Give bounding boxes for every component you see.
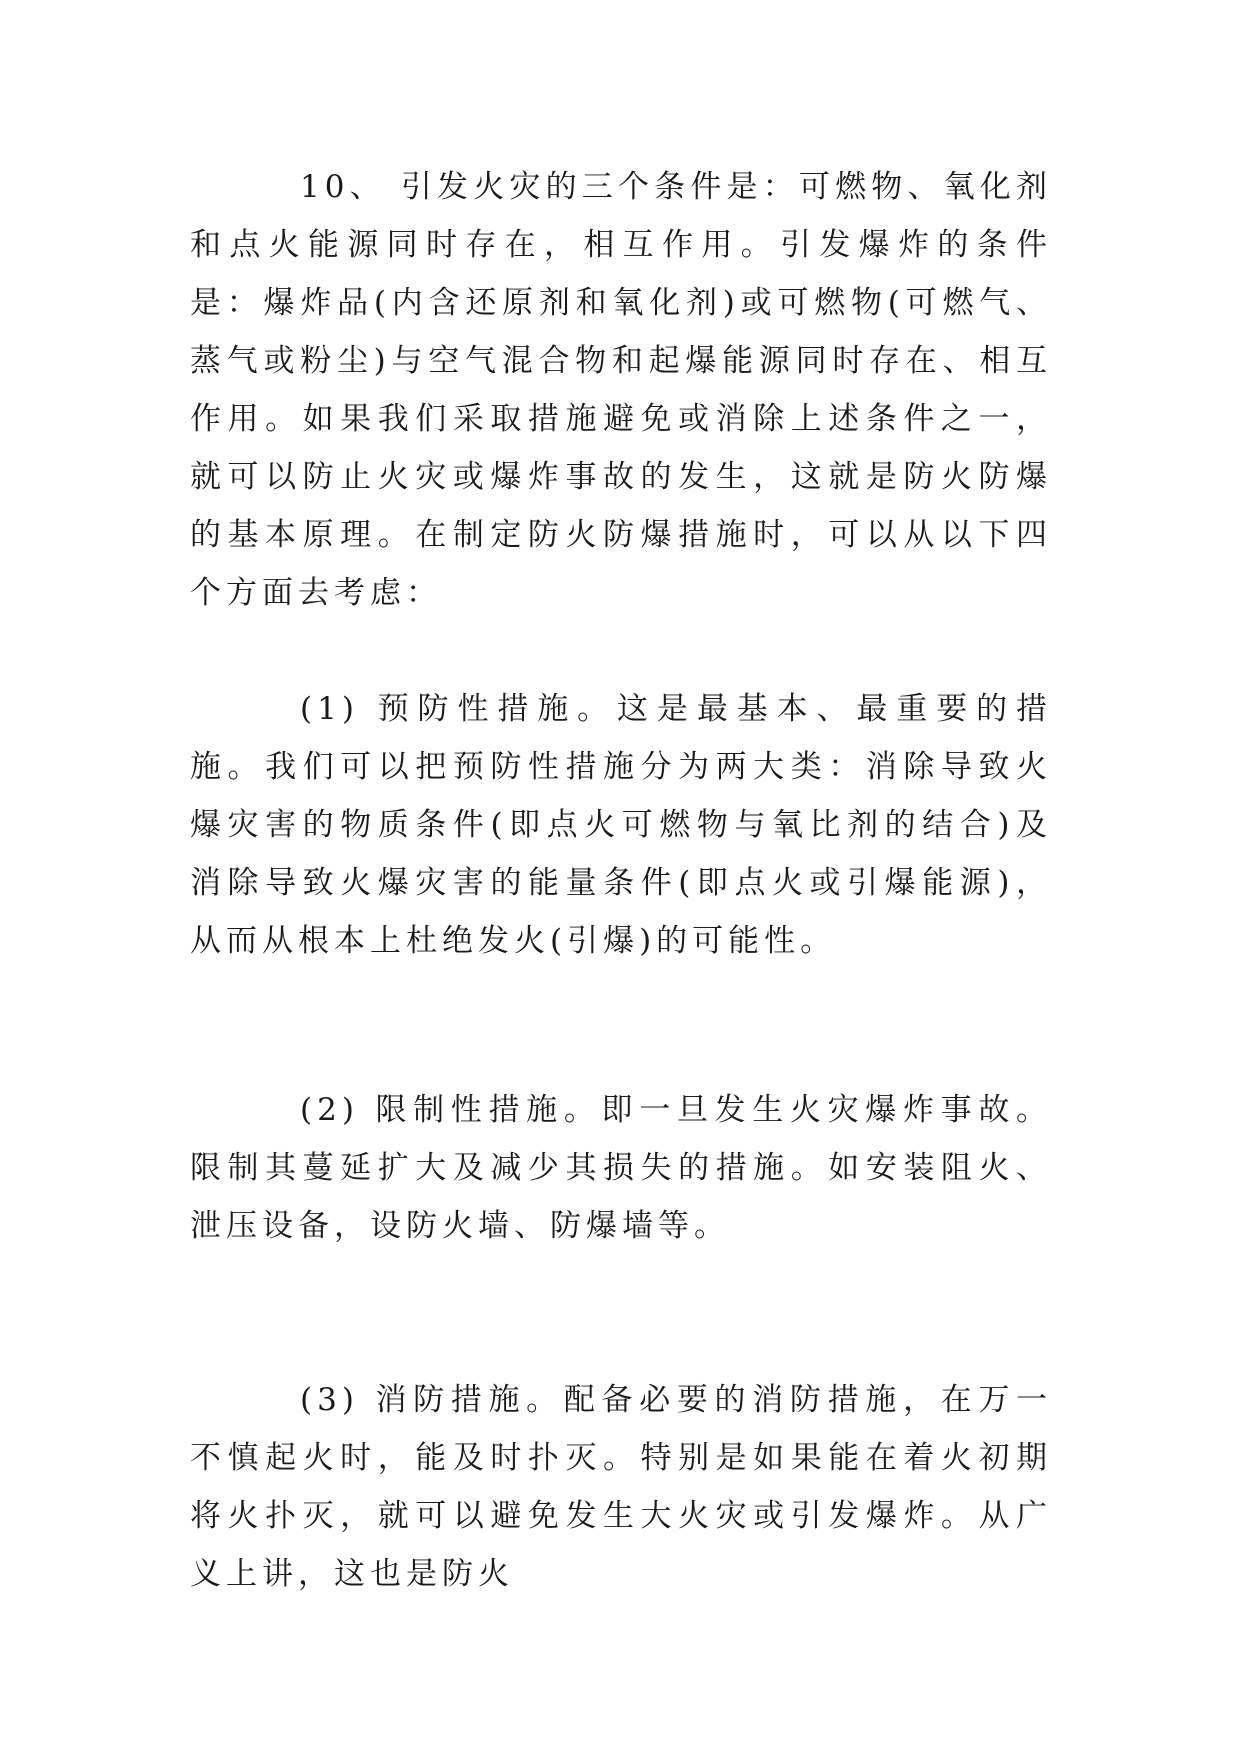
paragraph-firefighting-measures: (3) 消防措施。配备必要的消防措施，在万一不慎起火时，能及时扑灭。特别是如果能在着火初期将火扑灭，就可以避免发生大火灾或引发爆炸。从广义上讲，这也是防火 <box>190 1382 1052 1592</box>
paragraph-restrictive-measures: (2) 限制性措施。即一旦发生火灾爆炸事故。限制其蔓延扩大及减少其损失的措施。如安装阻火、泄压设备，设防火墙、防爆墙等。 <box>190 1092 1052 1244</box>
paragraph-preventive-measures: (1) 预防性措施。这是最基本、最重要的措施。我们可以把预防性措施分为两大类：消除导致火爆灾害的物质条件(即点火可燃物与氧比剂的结合)及消除导致火爆灾害的能量条件(即点火或引爆能源)，从而从根本上杜绝发火(引爆)的可能性。 <box>190 691 1052 959</box>
paragraph-fire-explosion-conditions: 10、 引发火灾的三个条件是：可燃物、氧化剂和点火能源同时存在，相互作用。引发爆炸的条件是：爆炸品(内含还原剂和氧化剂)或可燃物(可燃气、蒸气或粉尘)与空气混合物和起爆能源同时存在、相互作用。如果我们采取措施避免或消除上述条件之一，就可以防止火灾或爆炸事故的发生，这就是防火防爆的基本原理。在制定防火防爆措施时，可以从以下四个方面去考虑： <box>190 169 1052 611</box>
